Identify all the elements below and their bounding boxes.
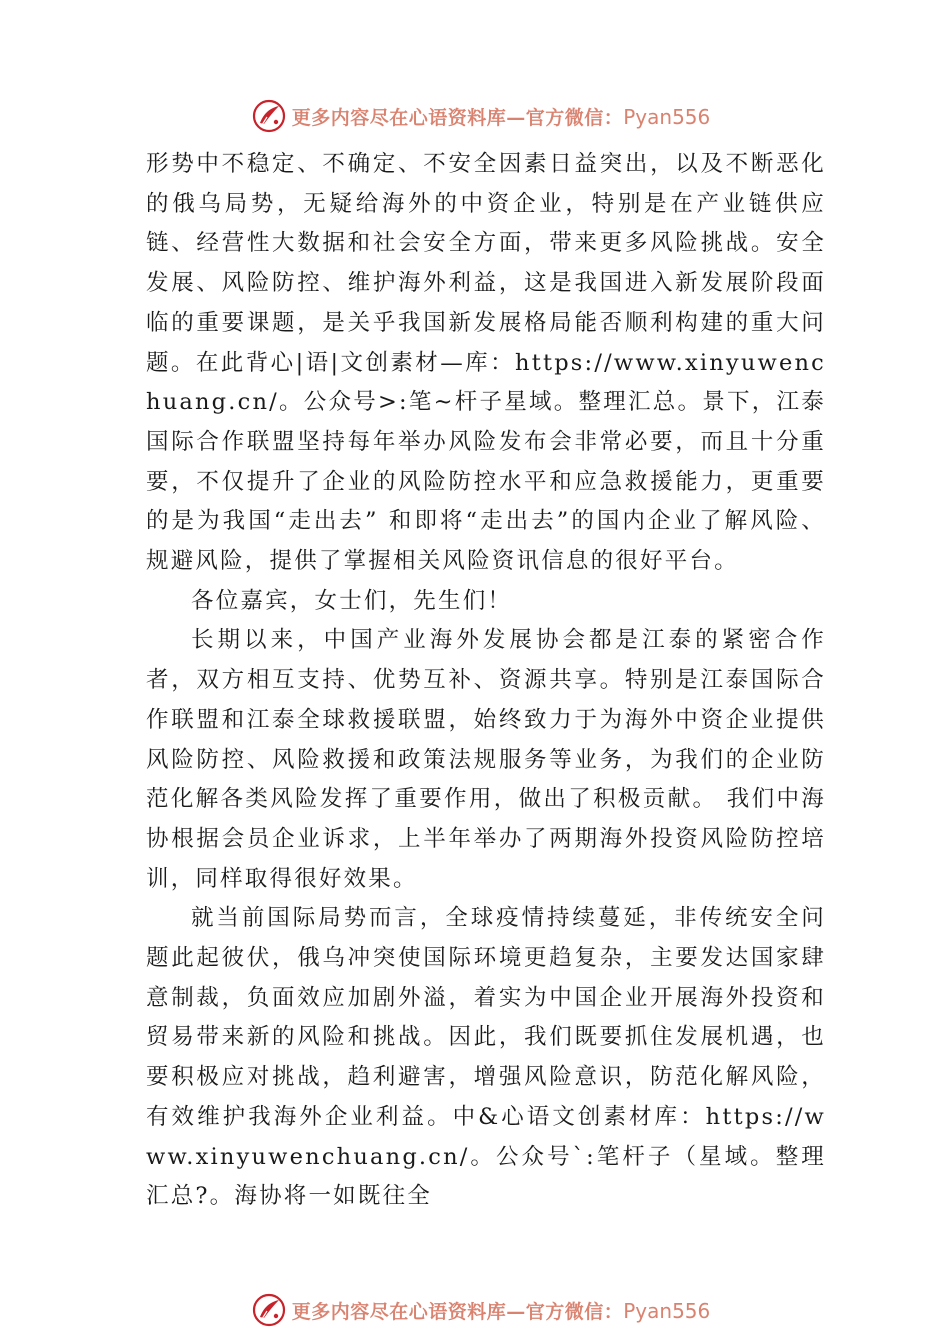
library-logo-icon <box>252 1293 286 1327</box>
document-paragraph: 就当前国际局势而言，全球疫情持续蔓延，非传统安全问题此起彼伏，俄乌冲突使国际环境更趋复杂，主要发达国家肆意制裁，负面效应加剧外溢，着实为中国企业开展海外投资和贸易带来新的风险和挑战。因此，我们既要抓住发展机遇，也要积极应对挑战，趋利避害，增强风险意识，防范化解风险，有效维护我海外企业利益。中&心语文创素材库：https://www.xinyuwenchuang.cn/。公众号`:笔杆子（星域。整理汇总?。海协将一如既往全 <box>146 905 826 1210</box>
library-logo-icon <box>252 99 286 133</box>
header-banner-text <box>292 103 711 130</box>
header-banner-label: 更多内容尽在心语资料库—官方微信： <box>291 106 624 129</box>
header-banner <box>0 96 950 136</box>
footer-banner-text <box>292 1297 711 1324</box>
footer-banner-inner <box>252 1293 711 1327</box>
footer-wechat-id: Pyan556 <box>623 1298 711 1323</box>
document-paragraph: 长期以来，中国产业海外发展协会都是江泰的紧密合作者，双方相互支持、优势互补、资源共享。特别是江泰国际合作联盟和江泰全球救援联盟，始终致力于为海外中资企业提供风险防控、风险救援和政策法规服务等业务，为我们的企业防范化解各类风险发挥了重要作用，做出了积极贡献。 我们中海协根据会员企业诉求，上半年举办了两期海外投资风险防控培训，同样取得很好效果。 <box>146 627 826 892</box>
header-wechat-id: Pyan556 <box>623 104 711 129</box>
document-paragraph: 各位嘉宾，女士们，先生们！ <box>191 587 513 614</box>
footer-banner <box>0 1290 950 1330</box>
document-body <box>146 145 826 1217</box>
document-paragraph: 形势中不稳定、不确定、不安全因素日益突出，以及不断恶化的俄乌局势，无疑给海外的中资企业，特别是在产业链供应链、经营性大数据和社会安全方面，带来更多风险挑战。安全发展、风险防控、维护海外利益，这是我国进入新发展阶段面临的重要课题，是关乎我国新发展格局能否顺利构建的重大问题。在此背心|语|文创素材—库：https://www.xinyuwenchuang.cn/。公众号>:笔~杆子星域。整理汇总。景下，江泰国际合作联盟坚持每年举办风险发布会非常必要，而且十分重要，不仅提升了企业的风险防控水平和应急救援能力，更重要的是为我国“走出去” 和即将“走出去”的国内企业了解风险、规避风险，提供了掌握相关风险资讯信息的很好平台。 <box>146 151 826 575</box>
footer-banner-label: 更多内容尽在心语资料库—官方微信： <box>291 1300 624 1323</box>
header-banner-inner <box>252 99 711 133</box>
